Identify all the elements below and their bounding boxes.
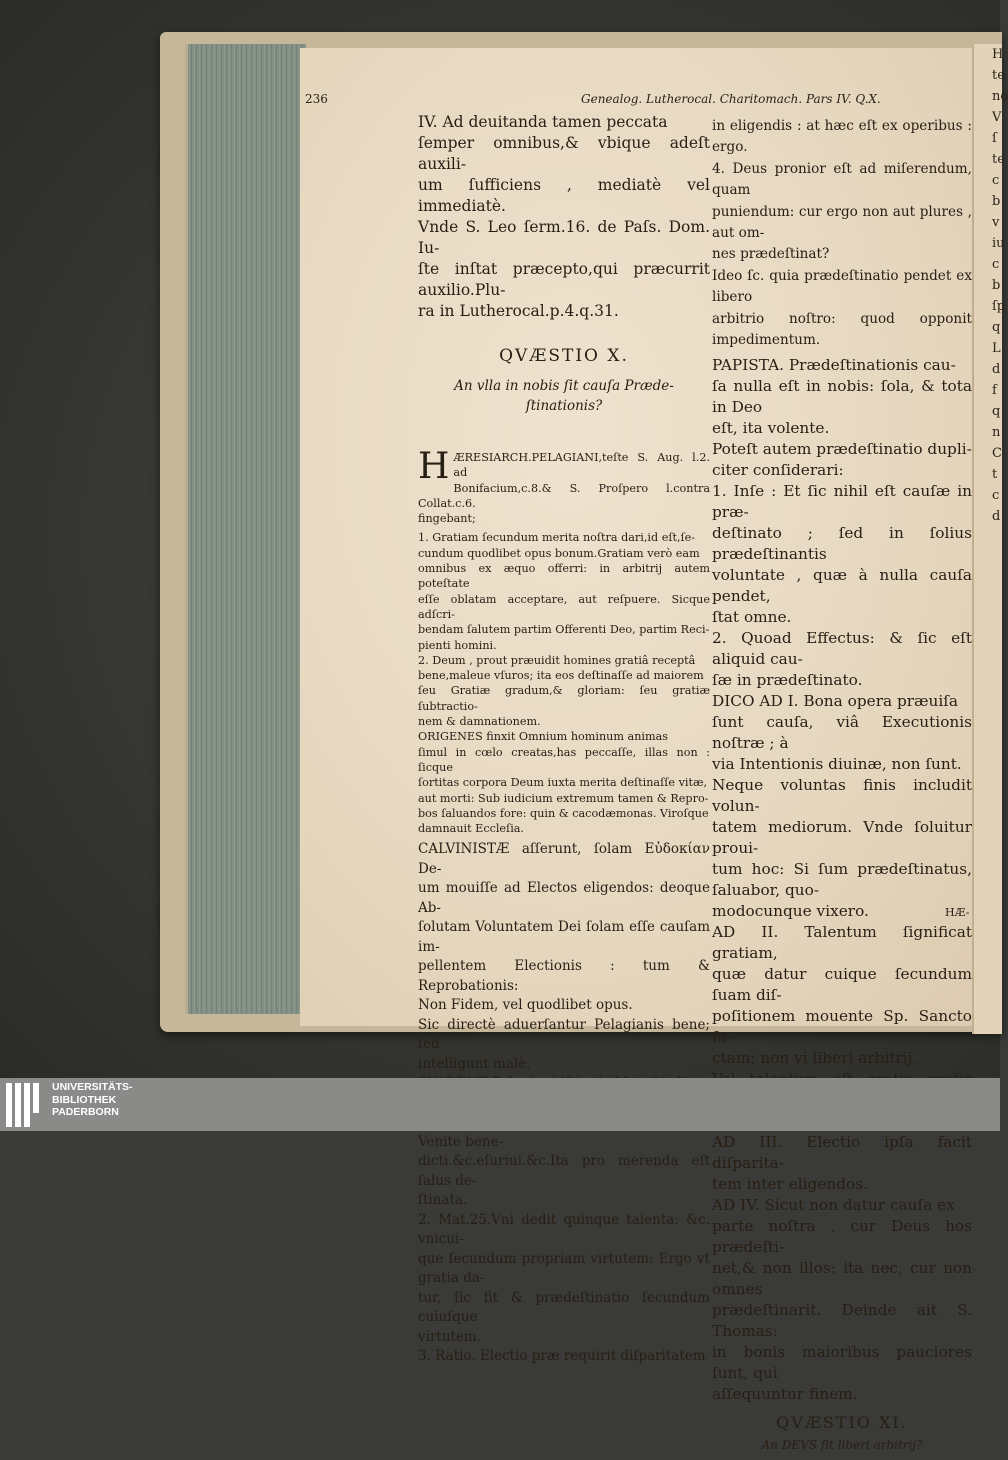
facing-page-letter: C [992, 446, 1002, 461]
text-line: ſolutam Voluntatem Dei ſolam eſſe cauſam im- [418, 919, 710, 955]
text-line: bene,maleue vſuros; ita eos deſtinaſſe ad maiorem [418, 669, 704, 683]
facing-page-letter: c [992, 488, 1000, 503]
facing-page-letter: no [992, 89, 1008, 104]
text-line: CALVINISTÆ aſſerunt, ſolam Εὐδοκίαν De- [418, 841, 710, 877]
text-line: ÆRESIARCH.PELAGIANI,teſte S. Aug. l.2. ad [453, 451, 710, 480]
running-head-title: Genealog. Lutherocal. Charitomach. Pars IV. Q.X. [581, 92, 881, 106]
facing-page-letter: d [992, 362, 1001, 377]
text-line: 1. Inſe : Et ſic nihil eſt cauſæ in præ- [712, 482, 972, 522]
text-line: dicti.&c.eſuriui.&c.Ita pro merenda eſt ſalus de- [418, 1153, 710, 1189]
facing-page-letter: V [992, 110, 1002, 125]
text-line: ſimul in cœlo creatas,has peccaſſe, illas non : ſicque [418, 745, 710, 774]
text-line: ſte inſtat præcepto,qui præcurrit auxilio.Plu- [418, 260, 710, 299]
text-line: 3. Ratio. Electio præ requirit diſparitatem [418, 1348, 706, 1365]
text-line: ſemper omnibus,& vbique adeſt auxili- [418, 134, 710, 173]
text-line: ſa nulla eſt in nobis: ſola, & tota in Deo [712, 377, 972, 417]
text-line: cundum quodlibet opus bonum.Gratiam verò eam [418, 546, 700, 560]
paragraph-iv [418, 112, 710, 322]
text-line: AD IV. Sicut non datur cauſa ex [712, 1196, 955, 1215]
heresiarch-intro [418, 446, 710, 526]
continuation-lines [712, 116, 972, 351]
text-line: 4. Deus pronior eſt ad miſerendum, quam [712, 160, 972, 199]
text-line: PAPISTA. Prædeſtinationis cau- [712, 356, 956, 375]
library-logo-text [52, 1081, 133, 1119]
text-line: Venite bene- [418, 1133, 504, 1150]
text-line: 2. Mat.25.Vni dedit quinque talenta: &c. vnicui- [418, 1211, 710, 1248]
text-line: nes prædeſtinat? [712, 246, 830, 263]
question-x-heading: QVÆSTIO X. [499, 346, 629, 366]
text-line: pellentem Electionis : tum & Reprobationis: [418, 958, 710, 994]
text-line: parte noſtra , cur Deus hos prædeſti- [712, 1217, 972, 1257]
facing-page-letter: q [992, 320, 1001, 335]
library-footer-bar [0, 1078, 1000, 1131]
text-line: Poteſt autem prædeſtinatio dupli- [712, 440, 972, 459]
text-line: tatem mediorum. Vnde ſoluitur proui- [712, 818, 972, 858]
facing-page-letter: te [992, 68, 1005, 83]
text-line: bendam ſalutem partim Offerenti Deo, partim Reci- [418, 623, 710, 637]
text-line: tur, ſic fit & prædeſtinatio ſecundum cuiuſque [418, 1289, 710, 1326]
text-line: DICO AD I. Bona opera præuiſa [712, 692, 958, 711]
text-line: um ſufficiens , mediatè vel immediatè. [418, 176, 710, 215]
subtitle-line: ſtinationis? [525, 398, 603, 414]
text-line: 2. Quoad Effectus: & ſic eſt aliquid cau- [712, 629, 972, 669]
facing-page-letter: f [992, 383, 997, 398]
facing-page-letter: n [992, 425, 1001, 440]
text-line: poſitionem mouente Sp. Sancto fa- [712, 1007, 972, 1047]
facing-page-letter: L [992, 341, 1001, 356]
text-line: um mouiſſe ad Electos eligendos: deoque Ab- [418, 880, 710, 916]
text-line: voluntate , quæ à nulla cauſa pendet, [712, 566, 972, 606]
facing-page-letter: H [992, 47, 1004, 62]
text-line: in eligendis : at hæc eſt ex operibus : ergo. [712, 118, 972, 156]
facing-page-letter: q [992, 404, 1001, 419]
library-logo-icon [6, 1083, 46, 1127]
text-line: tem inter eligendos. [712, 1175, 868, 1194]
drop-cap-letter: H [418, 446, 450, 487]
facing-page-letter: c [992, 257, 1000, 272]
facing-page-fragment [972, 44, 1008, 1034]
text-line: citer conſiderari: [712, 461, 844, 480]
text-line: net,& non illos: ita nec, cur non omnes [712, 1259, 972, 1299]
text-line: fingebant; [418, 512, 476, 526]
facing-page-letter: v [992, 215, 1000, 230]
text-line: Bonifacium,c.8.& S. Proſpero l.contra Collat.c.6. [418, 481, 710, 510]
text-line: omnibus ex æquo offerri: in arbitrij autem poteſtate [418, 562, 710, 591]
text-line: ctam; non vi liberi arbitrij. [712, 1049, 918, 1068]
text-line: ſtinata. [418, 1192, 468, 1209]
text-line: AD III. Electio ipſa facit diſparita- [712, 1133, 972, 1173]
text-line: ſeu Gratiæ gradum,& gloriam: ſeu gratiæ ſubtractio- [418, 684, 710, 713]
text-line: eſt, ita volente. [712, 419, 830, 438]
running-header [305, 92, 970, 112]
facing-page-letter: b [992, 194, 1001, 209]
facing-page-letter: ſp [992, 299, 1006, 314]
subtitle-line: An vlla in nobis ſit cauſa Præde- [454, 378, 674, 394]
text-line: intelligunt malè. [418, 1055, 531, 1072]
text-line: que ſecundum propriam virtutem: Ergo vt gratia da- [418, 1250, 710, 1287]
text-line: puniendum: cur ergo non aut plures , aut om- [712, 203, 972, 242]
text-line: ſunt cauſa, viâ Executionis noſtræ ; à [712, 713, 972, 753]
text-line: ra in Lutherocal.p.4.q.31. [418, 302, 619, 320]
text-line: ſæ in prædeſtinato. [712, 671, 863, 690]
text-line: tum hoc: Si ſum prædeſtinatus, ſaluabor, quo- [712, 860, 972, 900]
text-line: bos ſaluandos fore: quin & cacodæmonas. Viroſque [418, 806, 709, 820]
question-xi-subtitle: An DEVS ſit liberi arbitrij? [761, 1438, 923, 1453]
text-line: eſſe oblatam acceptare, aut reſpuere. Sicque adſcri- [418, 592, 710, 621]
page-block-edge [185, 44, 306, 1014]
text-line: pienti homini. [418, 638, 497, 652]
right-text-column [712, 116, 972, 1460]
question-xi-heading: QVÆSTIO XI. [776, 1413, 908, 1433]
text-line: deſtinato ; ſed in ſolius prædeſtinantis [712, 524, 972, 564]
page-number: 236 [305, 92, 328, 106]
facing-page-letter: c [992, 173, 1000, 188]
text-line: Ideo ſc. quia prædeſtinatio pendet ex libero [712, 267, 972, 306]
text-line: aſſequuntur finem. [712, 1385, 858, 1404]
left-text-column [418, 112, 710, 1367]
papista-section [712, 355, 972, 1405]
facing-page-letter: te [992, 152, 1005, 167]
text-line: ORIGENES finxit Omnium hominum animas [418, 730, 669, 744]
text-line: IV. Ad deuitanda tamen peccata [418, 113, 668, 131]
text-line: 2. Deum , prout præuidit homines gratiâ receptâ [418, 653, 696, 667]
facing-page-letter: d [992, 509, 1001, 524]
text-line: 1. Gratiam ſecundum merita noſtra dari,id eſt,ſe- [418, 531, 696, 545]
logo-line: UNIVERSITÄTS- [52, 1081, 133, 1093]
text-line: ſortitas corpora Deum iuxta merita deſtinaſſe vitæ, [418, 776, 708, 790]
text-line: ſtat omne. [712, 608, 792, 627]
logo-line: BIBLIOTHEK [52, 1093, 117, 1106]
text-line: prædeſtinarit. Deinde ait S. Thomas: [712, 1301, 972, 1341]
text-line: nem & damnationem. [418, 715, 541, 729]
text-line: arbitrio noſtro: quod opponit impedimentum. [712, 310, 972, 349]
text-line: Sic directè aduerſantur Pelagianis bene; ſed [418, 1016, 710, 1053]
text-line: virtutem. [418, 1328, 482, 1345]
text-line: quæ datur cuique ſecundum ſuam diſ- [712, 965, 972, 1005]
facing-page-letter: t [992, 467, 998, 482]
facing-page-letter: b [992, 278, 1001, 293]
logo-line: PADERBORN [52, 1106, 119, 1118]
text-line: AD II. Talentum ſignificat gratiam, [712, 923, 972, 963]
text-line: Vnde S. Leo ſerm.16. de Paſs. Dom. Iu- [418, 218, 710, 257]
small-print-paragraphs [418, 530, 710, 836]
text-line: modocunque vixero. [712, 902, 869, 921]
text-line: Non Fidem, vel quodlibet opus. [418, 997, 633, 1014]
text-line: via Intentionis diuinæ, non ſunt. [712, 755, 962, 774]
question-x-subtitle [418, 376, 710, 416]
text-line: in bonis maioribus pauciores ſunt, qui [712, 1343, 972, 1383]
catchword: HÆ- [945, 906, 970, 919]
facing-page-letter: ſ [992, 131, 997, 146]
facing-page-letter: iu [992, 236, 1005, 251]
text-line: damnauit Eccleſia. [418, 822, 524, 836]
text-line: aut morti: Sub iudicium extremum tamen & Repro- [418, 791, 709, 805]
text-line: Neque voluntas finis includit volun- [712, 776, 972, 816]
